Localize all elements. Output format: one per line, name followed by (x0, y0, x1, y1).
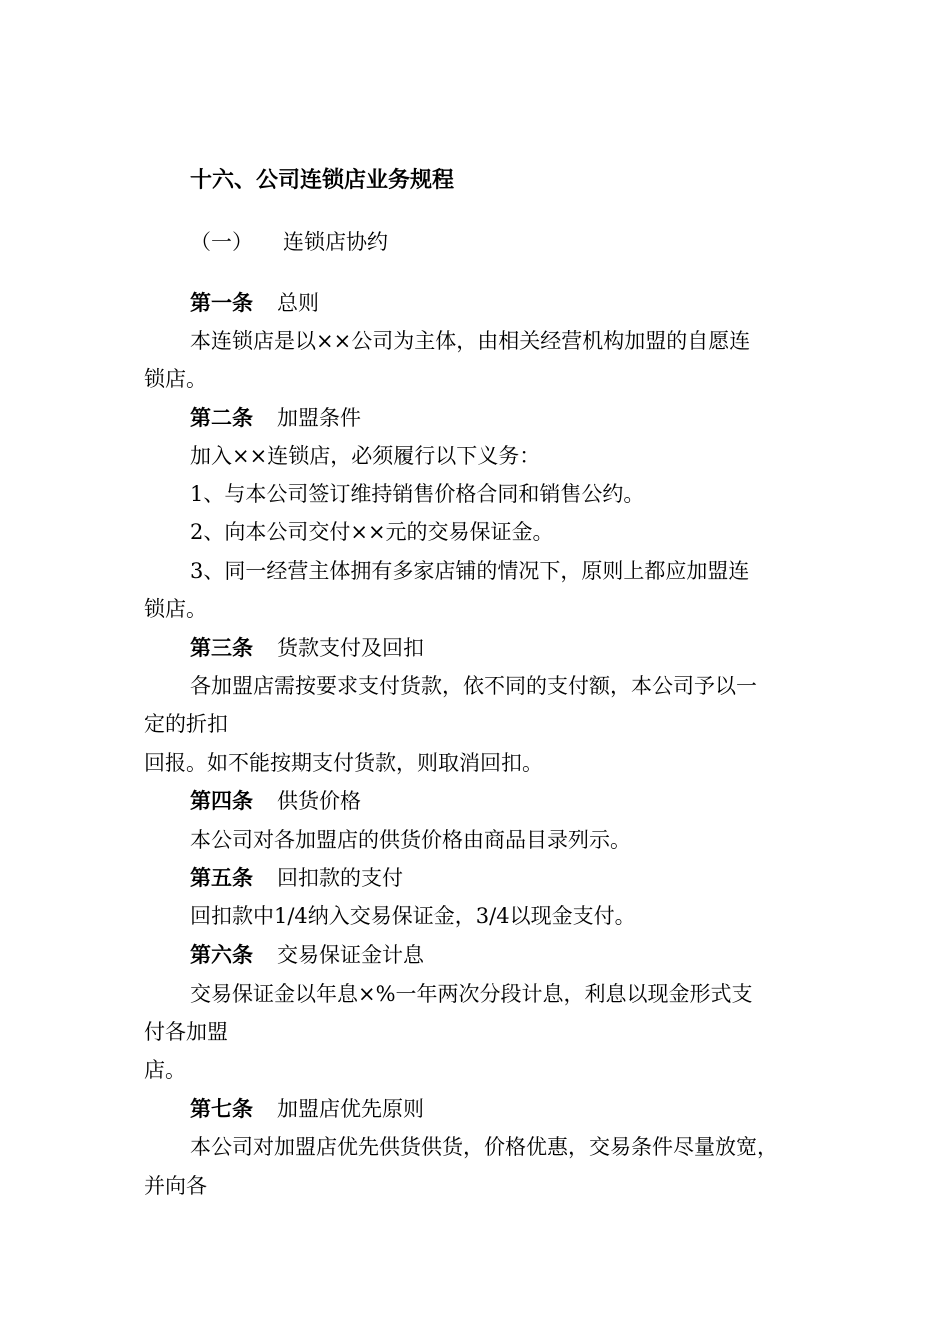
article-6-heading (190, 941, 814, 969)
article-number: 第三条 (190, 636, 253, 660)
article-number: 第五条 (190, 866, 253, 890)
article-7-line-2: 并向各 (144, 1174, 207, 1198)
article-1-heading (190, 289, 814, 317)
article-number: 第七条 (190, 1097, 253, 1121)
article-number: 第四条 (190, 789, 253, 813)
article-4-heading (190, 787, 814, 815)
article-title: 供货价格 (277, 789, 361, 813)
article-2-line-1: 加入××连锁店，必须履行以下义务： (190, 444, 541, 468)
article-number: 第六条 (190, 943, 253, 967)
article-2-line-3: 2、向本公司交付××元的交易保证金。 (190, 520, 554, 544)
article-2-line-4: 3、同一经营主体拥有多家店铺的情况下，原则上都应加盟连 (190, 559, 750, 583)
article-title: 加盟店优先原则 (277, 1097, 424, 1121)
article-3-line-1: 各加盟店需按要求支付货款，依不同的支付额，本公司予以一 (190, 674, 757, 698)
section-name: 连锁店协约 (283, 230, 388, 254)
article-2-heading (190, 404, 814, 432)
article-title: 回扣款的支付 (277, 866, 403, 890)
article-6-line-1: 交易保证金以年息×%一年两次分段计息，利息以现金形式支 (190, 982, 753, 1006)
article-5-heading (190, 864, 814, 892)
article-title: 总则 (277, 291, 319, 315)
article-3-line-3: 回报。如不能按期支付货款，则取消回扣。 (144, 751, 543, 775)
article-3-heading (190, 634, 814, 662)
article-6-line-3: 店。 (144, 1058, 186, 1082)
article-3-line-2: 定的折扣 (144, 712, 228, 736)
article-4-line-1: 本公司对各加盟店的供货价格由商品目录列示。 (190, 828, 631, 852)
article-5-line-1: 回扣款中1/4纳入交易保证金，3/4以现金支付。 (190, 904, 636, 928)
article-7-heading (190, 1095, 814, 1123)
article-6-line-2: 付各加盟 (144, 1020, 228, 1044)
article-1-line-2: 锁店。 (144, 367, 207, 391)
document-title: 十六、公司连锁店业务规程 (190, 168, 455, 193)
article-title: 交易保证金计息 (277, 943, 424, 967)
section-number: （一） (190, 230, 253, 254)
article-2-line-2: 1、与本公司签订维持销售价格合同和销售公约。 (190, 482, 645, 506)
article-title: 加盟条件 (277, 406, 361, 430)
section-heading (190, 228, 814, 256)
article-number: 第二条 (190, 406, 253, 430)
article-1-line-1: 本连锁店是以××公司为主体，由相关经营机构加盟的自愿连 (190, 329, 751, 353)
article-7-line-1: 本公司对加盟店优先供货供货，价格优惠，交易条件尽量放宽， (190, 1135, 778, 1159)
article-title: 货款支付及回扣 (277, 636, 424, 660)
article-2-line-5: 锁店。 (144, 597, 207, 621)
article-number: 第一条 (190, 291, 253, 315)
